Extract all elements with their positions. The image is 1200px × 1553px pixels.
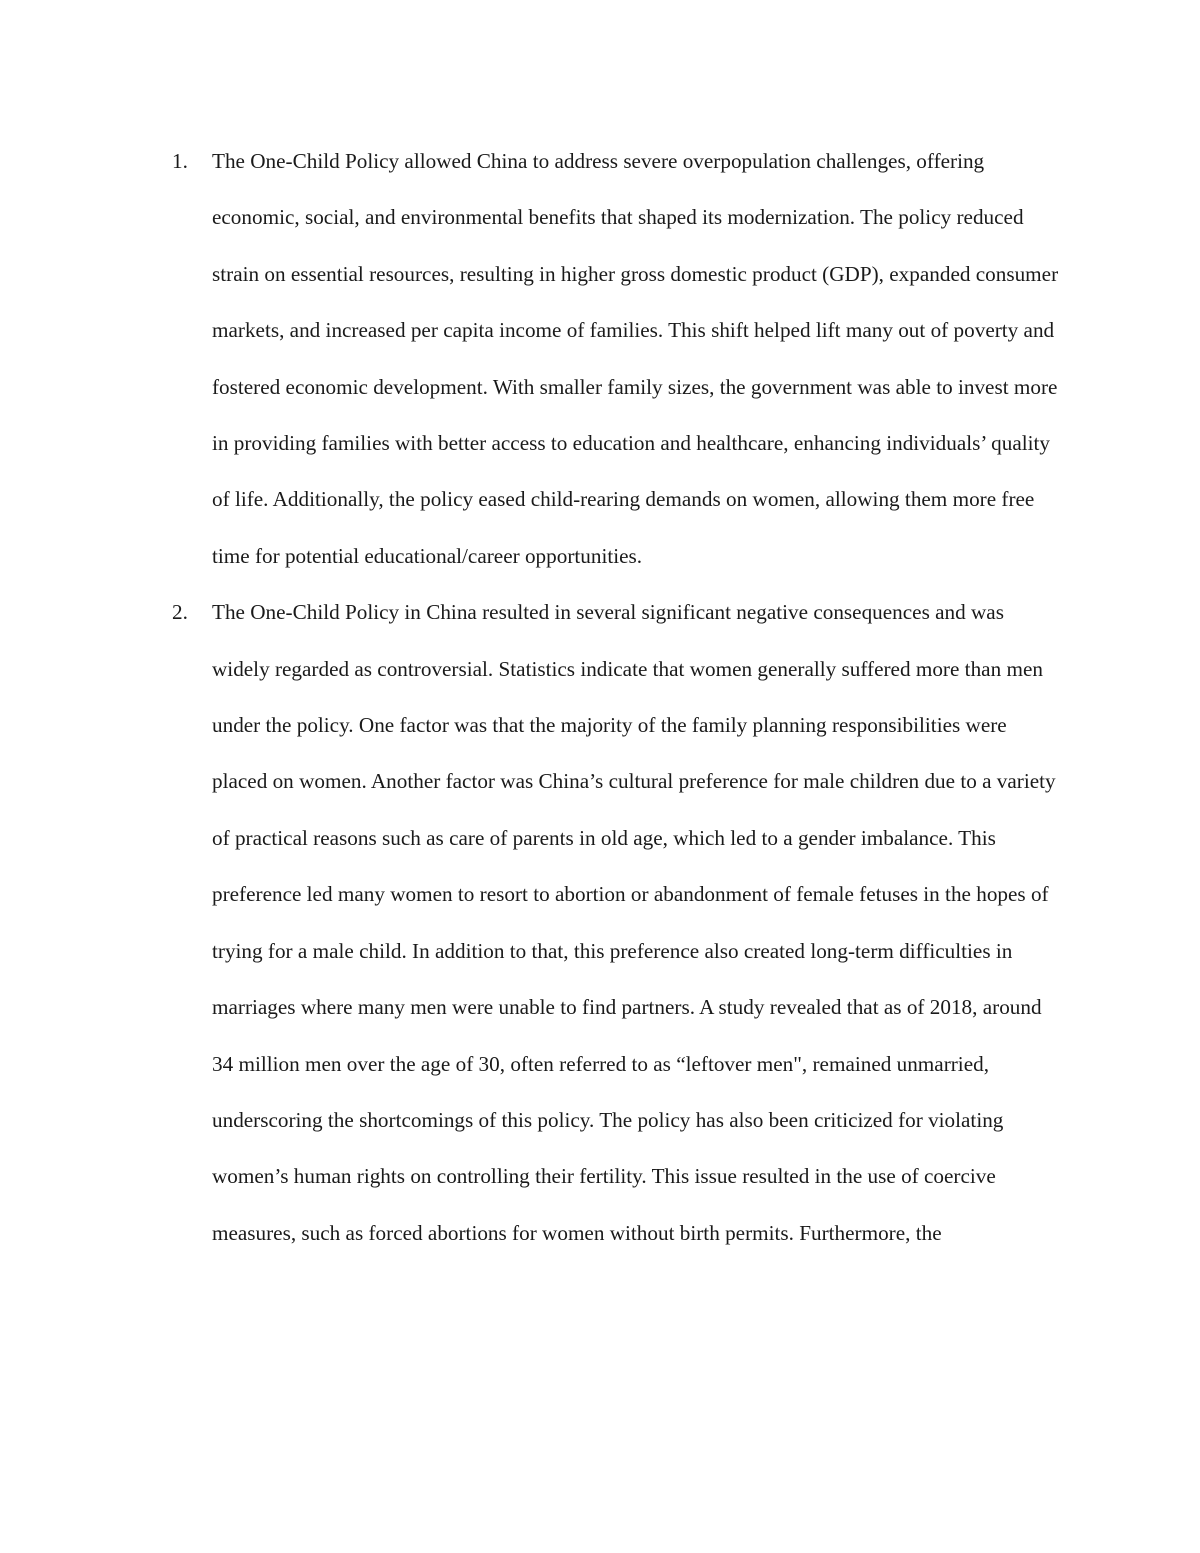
list-item: [172, 133, 1062, 584]
numbered-list: [172, 133, 1062, 1261]
list-item-text: The One-Child Policy allowed China to address severe overpopulation challenges, offering economic, social, and environmental benefits that shaped its modernization. The policy reduced strain on essential resources, resulting in higher gross domestic product (GDP), expanded consumer markets, and increased per capita income of families. This shift helped lift many out of poverty and fostered economic development. With smaller family sizes, the government was able to invest more in providing families with better access to education and healthcare, enhancing individuals’ quality of life. Additionally, the policy eased child-rearing demands on women, allowing them more free time for potential educational/career opportunities.: [212, 149, 1059, 568]
list-item-number: 2.: [172, 600, 188, 625]
list-item: [172, 584, 1062, 1261]
list-item-text: The One-Child Policy in China resulted in several significant negative consequences and was widely regarded as controversial. Statistics indicate that women generally suffered more than men under the policy. One factor was that the majority of the family planning responsibilities were placed on women. Another factor was China’s cultural preference for male children due to a variety of practical reasons such as care of parents in old age, which led to a gender imbalance. This preference led many women to resort to abortion or abandonment of female fetuses in the hopes of trying for a male child. In addition to that, this preference also created long-term difficulties in marriages where many men were unable to find partners. A study revealed that as of 2018, around 34 million men over the age of 30, often referred to as “leftover men", remained unmarried, underscoring the shortcomings of this policy. The policy has also been criticized for violating women’s human rights on controlling their fertility. This issue resulted in the use of coercive measures, such as forced abortions for women without birth permits. Furthermore, the: [212, 600, 1056, 1245]
list-item-number: 1.: [172, 149, 188, 173]
